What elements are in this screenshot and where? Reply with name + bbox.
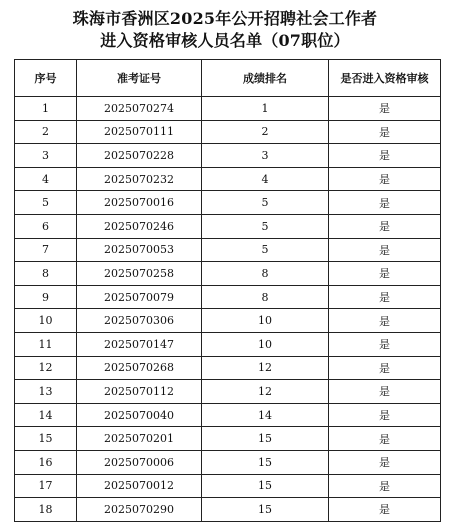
cell-qualification-review: 是	[329, 380, 441, 404]
cell-exam-ticket-number: 2025070147	[77, 332, 202, 356]
table-row	[15, 120, 441, 144]
cell-score-rank: 15	[202, 498, 329, 522]
table-row	[15, 450, 441, 474]
cell-serial-number: 7	[15, 238, 77, 262]
cell-score-rank: 14	[202, 403, 329, 427]
cell-qualification-review: 是	[329, 120, 441, 144]
cell-exam-ticket-number: 2025070079	[77, 285, 202, 309]
cell-score-rank: 5	[202, 238, 329, 262]
cell-serial-number: 8	[15, 262, 77, 286]
cell-score-rank: 8	[202, 285, 329, 309]
cell-exam-ticket-number: 2025070246	[77, 214, 202, 238]
cell-serial-number: 3	[15, 144, 77, 168]
cell-score-rank: 15	[202, 474, 329, 498]
cell-qualification-review: 是	[329, 332, 441, 356]
cell-qualification-review: 是	[329, 97, 441, 121]
cell-serial-number: 14	[15, 403, 77, 427]
table-row	[15, 403, 441, 427]
document-title	[0, 0, 450, 52]
cell-serial-number: 4	[15, 167, 77, 191]
table-row	[15, 380, 441, 404]
cell-score-rank: 5	[202, 191, 329, 215]
title-line-2: 进入资格审核人员名单（07职位）	[100, 31, 350, 50]
cell-serial-number: 13	[15, 380, 77, 404]
table-row	[15, 167, 441, 191]
cell-serial-number: 16	[15, 450, 77, 474]
cell-qualification-review: 是	[329, 285, 441, 309]
cell-exam-ticket-number: 2025070306	[77, 309, 202, 333]
cell-exam-ticket-number: 2025070268	[77, 356, 202, 380]
table-row	[15, 474, 441, 498]
cell-serial-number: 12	[15, 356, 77, 380]
cell-exam-ticket-number: 2025070201	[77, 427, 202, 451]
cell-score-rank: 8	[202, 262, 329, 286]
table-row	[15, 427, 441, 451]
table-row	[15, 356, 441, 380]
cell-qualification-review: 是	[329, 144, 441, 168]
cell-exam-ticket-number: 2025070040	[77, 403, 202, 427]
cell-score-rank: 3	[202, 144, 329, 168]
header-qualification-review: 是否进入资格审核	[329, 60, 441, 97]
cell-score-rank: 12	[202, 380, 329, 404]
cell-qualification-review: 是	[329, 498, 441, 522]
cell-serial-number: 10	[15, 309, 77, 333]
table-header	[15, 60, 441, 97]
title-line-1: 珠海市香洲区2025年公开招聘社会工作者	[72, 9, 378, 28]
table-row	[15, 262, 441, 286]
table-row	[15, 97, 441, 121]
cell-exam-ticket-number: 2025070112	[77, 380, 202, 404]
cell-exam-ticket-number: 2025070111	[77, 120, 202, 144]
cell-exam-ticket-number: 2025070006	[77, 450, 202, 474]
cell-qualification-review: 是	[329, 403, 441, 427]
cell-serial-number: 6	[15, 214, 77, 238]
table-row	[15, 309, 441, 333]
cell-score-rank: 10	[202, 332, 329, 356]
cell-exam-ticket-number: 2025070258	[77, 262, 202, 286]
cell-serial-number: 18	[15, 498, 77, 522]
cell-qualification-review: 是	[329, 450, 441, 474]
header-score-rank: 成绩排名	[202, 60, 329, 97]
cell-serial-number: 5	[15, 191, 77, 215]
cell-exam-ticket-number: 2025070232	[77, 167, 202, 191]
cell-score-rank: 2	[202, 120, 329, 144]
cell-exam-ticket-number: 2025070290	[77, 498, 202, 522]
cell-serial-number: 17	[15, 474, 77, 498]
cell-exam-ticket-number: 2025070228	[77, 144, 202, 168]
cell-serial-number: 2	[15, 120, 77, 144]
cell-score-rank: 10	[202, 309, 329, 333]
cell-qualification-review: 是	[329, 167, 441, 191]
cell-serial-number: 1	[15, 97, 77, 121]
cell-exam-ticket-number: 2025070012	[77, 474, 202, 498]
cell-score-rank: 12	[202, 356, 329, 380]
header-row	[15, 60, 441, 97]
cell-qualification-review: 是	[329, 262, 441, 286]
cell-score-rank: 15	[202, 427, 329, 451]
cell-score-rank: 4	[202, 167, 329, 191]
table-row	[15, 238, 441, 262]
cell-serial-number: 11	[15, 332, 77, 356]
header-exam-ticket-number: 准考证号	[77, 60, 202, 97]
table-row	[15, 214, 441, 238]
table-row	[15, 285, 441, 309]
cell-qualification-review: 是	[329, 191, 441, 215]
cell-score-rank: 15	[202, 450, 329, 474]
header-serial-number: 序号	[15, 60, 77, 97]
cell-exam-ticket-number: 2025070016	[77, 191, 202, 215]
cell-exam-ticket-number: 2025070274	[77, 97, 202, 121]
cell-score-rank: 5	[202, 214, 329, 238]
cell-qualification-review: 是	[329, 309, 441, 333]
cell-qualification-review: 是	[329, 214, 441, 238]
table-row	[15, 332, 441, 356]
cell-exam-ticket-number: 2025070053	[77, 238, 202, 262]
candidate-table	[14, 59, 441, 522]
cell-qualification-review: 是	[329, 356, 441, 380]
table-row	[15, 144, 441, 168]
cell-qualification-review: 是	[329, 238, 441, 262]
table-body	[15, 97, 441, 522]
cell-score-rank: 1	[202, 97, 329, 121]
cell-serial-number: 9	[15, 285, 77, 309]
table-row	[15, 498, 441, 522]
table-row	[15, 191, 441, 215]
cell-serial-number: 15	[15, 427, 77, 451]
cell-qualification-review: 是	[329, 474, 441, 498]
cell-qualification-review: 是	[329, 427, 441, 451]
